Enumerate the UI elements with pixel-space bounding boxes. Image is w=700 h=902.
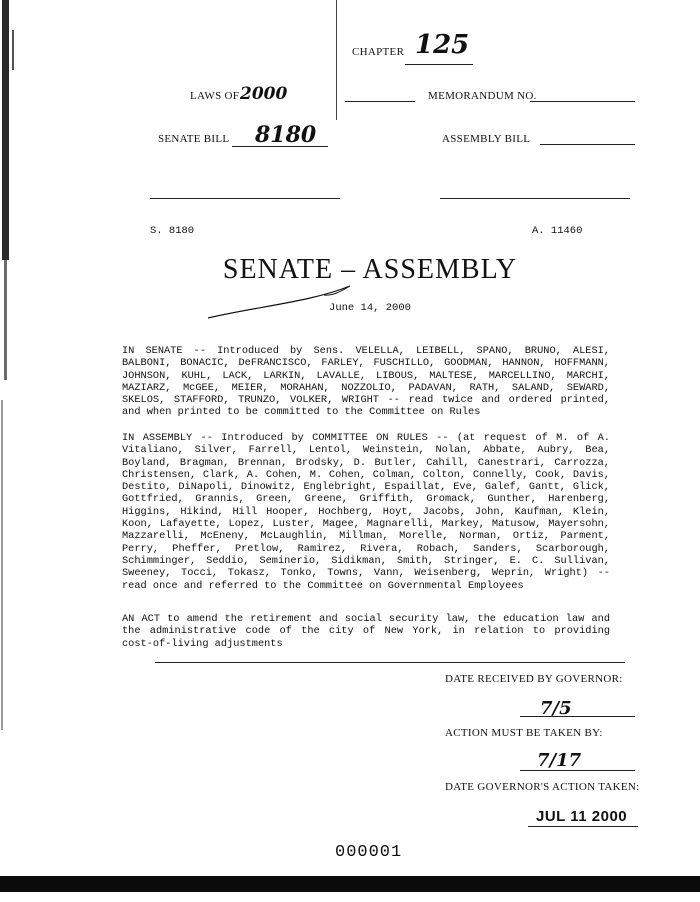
laws-year: 2000: [240, 84, 288, 104]
section-divider: [155, 662, 625, 663]
assembly-introduction-text: IN ASSEMBLY -- Introduced by COMMITTEE ON RULES -- (at request of M. of A. Vitaliano, Silver, Farrell, Lentol, Weinstein, Nolan, Abbate, Aubry, Bea, Boyland, Bragman, Brennan, Brodsky, D. Butler, Cahill, Canestrari, Carrozza, Christensen, Clark, A. Cohen, M. Cohen, Colman, Colton, Connelly, Cook, Davis, Destito, DiNapoli, Dinowitz, Englebright, Espaillat, Eve, Galef, Gantt, Glick, Gottfried, Grannis, Green, Greene, Griffith, Gromack, Gunther, Harenberg, Higgins, Hikind, Hill Hooper, Hochberg, Hoyt, Jacobs, John, Kaufman, Klein, Koon, Lafayette, Lopez, Luster, Magee, Magnarelli, Markey, Matusow, Mayersohn, Mazzarelli, McEneny, McLaughlin, Millman, Morelle, Norman, Ortiz, Parment, Perry, Pheffer, Pretlow, Ramirez, Rivera, Robach, Sanders, Scarborough, Schimminger, Seddio, Seminerio, Sidikman, Smith, Stringer, E. C. Sullivan, Sweeney, Tocci, Tokasz, Tonko, Towns, Vann, Weisenberg, Weprin, Wright) -- read once and referred to the Committee on Governmental Employees: [122, 432, 610, 592]
divider-left: [150, 198, 340, 199]
senate-introduction-text: IN SENATE -- Introduced by Sens. VELELLA, LEIBELL, SPANO, BRUNO, ALESI, BALBONI, BONACIC, DeFRANCISCO, FARLEY, FUSCHILLO, GOODMAN, HANNON, HOFFMANN, JOHNSON, KUHL, LACK, LARKIN, LAVALLE, LIBOUS, MALTESE, MARCELLINO, MARCHI, MAZIARZ, McGEE, MEIER, MORAHAN, NOZZOLIO, PADAVAN, RATH, SALAND, SEWARD, SKELOS, STAFFORD, TRUNZO, VOLKER, WRIGHT -- read twice and ordered printed, and when printed to be committed to the Committee on Rules: [122, 345, 610, 419]
action-taken-stamp: JUL 11 2000: [536, 808, 628, 825]
act-description: [122, 613, 610, 650]
pen-mark: [200, 262, 360, 332]
senate-bill-label: SENATE BILL: [158, 133, 230, 145]
action-by-value: 7/17: [537, 750, 582, 771]
page-title: SENATE – ASSEMBLY: [222, 254, 518, 285]
fold-line: [336, 0, 337, 120]
act-description-text: AN ACT to amend the retirement and social security law, the education law and the administrative code of the city of New York, in relation to providing cost-of-living adjustments: [122, 613, 610, 650]
date-received-label: DATE RECEIVED BY GOVERNOR:: [445, 673, 623, 685]
page-number: 000001: [335, 843, 403, 862]
assembly-bill-label: ASSEMBLY BILL: [442, 133, 531, 145]
chapter-number: 125: [415, 30, 470, 60]
chapter-label: CHAPTER: [352, 46, 405, 58]
scan-bottom-bar: [0, 876, 700, 892]
action-taken-label: DATE GOVERNOR'S ACTION TAKEN:: [445, 781, 640, 793]
date-received-value: 7/5: [540, 698, 572, 719]
senate-number: S. 8180: [150, 225, 195, 237]
laws-of-label: LAWS OF: [190, 90, 240, 102]
memorandum-label: MEMORANDUM NO.: [428, 90, 537, 102]
senate-introduction: [122, 345, 610, 419]
assembly-number: A. 11460: [532, 225, 583, 237]
senate-bill-number: 8180: [255, 122, 317, 148]
assembly-introduction: [122, 432, 610, 592]
divider-right: [440, 198, 630, 199]
action-by-label: ACTION MUST BE TAKEN BY:: [445, 727, 603, 739]
scan-edge-artifact: [0, 0, 20, 902]
bill-date: June 14, 2000: [329, 302, 411, 314]
